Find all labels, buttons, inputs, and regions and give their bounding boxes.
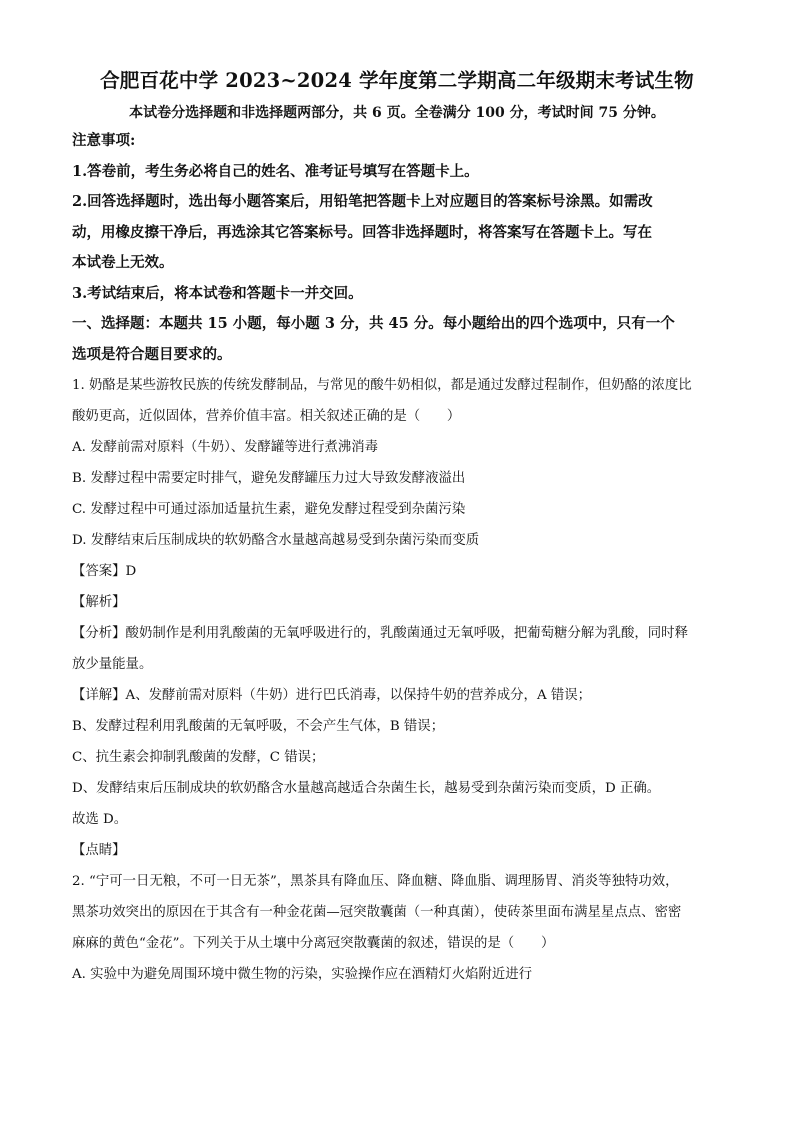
question-1-comment: 【点睛】 — [72, 843, 126, 858]
question-1-option-c: C. 发酵过程中可通过添加适量抗生素，避免发酵过程受到杂菌污染 — [72, 502, 466, 517]
question-1-stem-line-1: 1. 奶酪是某些游牧民族的传统发酵制品，与常见的酸牛奶相似，都是通过发酵过程制作，但奶酪的浓度比 — [72, 378, 692, 393]
section-heading-line-2: 选项是符合题目要求的。 — [72, 345, 232, 363]
note-item-2-line-2: 动，用橡皮擦干净后，再选涂其它答案标号。回答非选择题时，将答案写在答题卡上。写在 — [72, 223, 652, 241]
question-2-option-a: A. 实验中为避免周围环境中微生物的污染，实验操作应在酒精灯火焰附近进行 — [72, 967, 533, 982]
question-1-detail-a: 【详解】A、发酵前需对原料（牛奶）进行巴氏消毒，以保持牛奶的营养成分，A 错误； — [72, 688, 592, 703]
question-1-detail-b: B、发酵过程利用乳酸菌的无氧呼吸，不会产生气体，B 错误； — [72, 719, 445, 734]
question-1-conclusion: 故选 D。 — [72, 812, 128, 827]
question-2-stem-line-2: 黑茶功效突出的原因在于其含有一种金花菌—冠突散囊菌（一种真菌），使砖茶里面布满星星点点、密密 — [72, 905, 682, 920]
question-1-analysis-line-1: 【分析】酸奶制作是利用乳酸菌的无氧呼吸进行的，乳酸菌通过无氧呼吸，把葡萄糖分解为乳酸，同时释 — [72, 626, 688, 641]
section-heading-line-1: 一、选择题：本题共 15 小题，每小题 3 分，共 45 分。每小题给出的四个选项中，只有一个 — [72, 315, 675, 332]
notes-heading: 注意事项: — [72, 132, 136, 149]
exam-page — [72, 66, 722, 990]
question-1-detail-c: C、抗生素会抑制乳酸菌的发酵，C 错误； — [72, 750, 325, 765]
exam-instructions: 本试卷分选择题和非选择题两部分，共 6 页。全卷满分 100 分，考试时间 75 分钟。 — [129, 105, 665, 121]
question-1-option-a: A. 发酵前需对原料（牛奶）、发酵罐等进行煮沸消毒 — [72, 440, 379, 455]
question-2-stem-line-1: 2. “宁可一日无粮，不可一日无茶”，黑茶具有降血压、降血糖、降血脂、调理肠胃、消炎等独特功效， — [72, 874, 679, 889]
question-1-option-d: D. 发酵结束后压制成块的软奶酪含水量越高越易受到杂菌污染而变质 — [72, 533, 480, 548]
note-item-2-line-1: 2.回答选择题时，选出每小题答案后，用铅笔把答题卡上对应题目的答案标号涂黑。如需改 — [72, 193, 653, 210]
question-1-answer: 【答案】D — [72, 564, 137, 579]
question-1-stem-line-2: 酸奶更高，近似固体，营养价值丰富。相关叙述正确的是（ ） — [72, 409, 461, 424]
question-1-analysis-heading: 【解析】 — [72, 595, 126, 610]
question-1-detail-d: D、发酵结束后压制成块的软奶酪含水量越高越适合杂菌生长，越易受到杂菌污染而变质，D 正确。 — [72, 781, 661, 796]
question-1-option-b: B. 发酵过程中需要定时排气，避免发酵罐压力过大导致发酵液溢出 — [72, 471, 466, 486]
note-item-1: 1.答卷前，考生务必将自己的姓名、准考证号填写在答题卡上。 — [72, 162, 479, 180]
note-item-3: 3.考试结束后，将本试卷和答题卡一并交回。 — [72, 284, 363, 302]
note-item-2-line-3: 本试卷上无效。 — [72, 254, 174, 271]
question-1-analysis-line-2: 放少量能量。 — [72, 657, 153, 672]
question-2-stem-line-3: 麻麻的黄色“金花”。下列关于从土壤中分离冠突散囊菌的叙述，错误的是（ ） — [72, 936, 555, 951]
page-title: 合肥百花中学 2023~2024 学年度第二学期高二年级期末考试生物 — [100, 69, 694, 92]
